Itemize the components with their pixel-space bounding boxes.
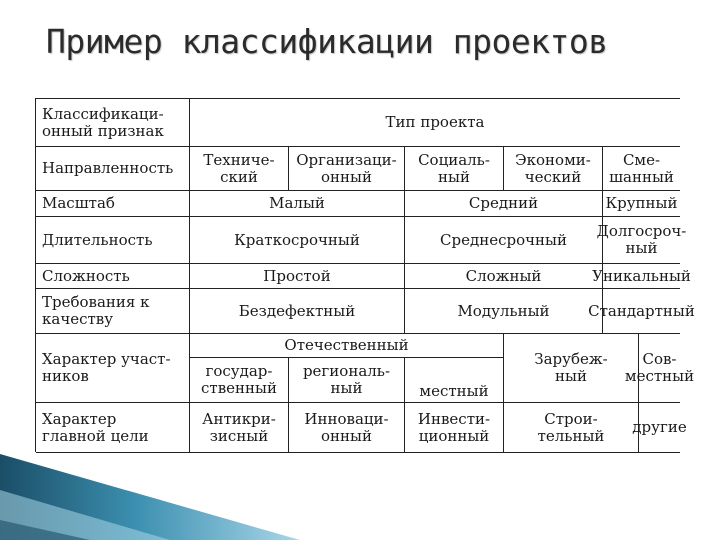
cell-duration-short: Краткосрочный bbox=[190, 217, 405, 264]
cell-complexity-unique: Уникальный bbox=[603, 264, 680, 289]
row-label-participants: Характер участ- ников bbox=[36, 334, 190, 403]
row-label-complexity: Сложность bbox=[36, 264, 190, 289]
header-feature: Классификаци- онный признак bbox=[36, 99, 190, 147]
cell-direction-economic: Экономи- ческий bbox=[504, 147, 603, 191]
cell-complexity-complex: Сложный bbox=[405, 264, 603, 289]
cell-quality-standard: Стандартный bbox=[603, 289, 680, 334]
cell-scale-large: Крупный bbox=[603, 191, 680, 217]
cell-scale-small: Малый bbox=[190, 191, 405, 217]
cell-goal-anticrisis: Антикри- зисный bbox=[190, 403, 289, 453]
cell-scale-medium: Средний bbox=[405, 191, 603, 217]
cell-goal-other: другие bbox=[639, 403, 680, 453]
corner-decoration bbox=[0, 450, 300, 540]
row-label-direction: Направленность bbox=[36, 147, 190, 191]
row-label-goal: Характер главной цели bbox=[36, 403, 190, 453]
classification-table bbox=[35, 98, 695, 452]
header-project-type: Тип проекта bbox=[190, 99, 680, 147]
cell-duration-medium: Среднесрочный bbox=[405, 217, 603, 264]
cell-goal-investment: Инвести- ционный bbox=[405, 403, 504, 453]
cell-goal-construction: Строи- тельный bbox=[504, 403, 639, 453]
cell-duration-long: Долгосроч- ный bbox=[603, 217, 680, 264]
cell-participants-foreign: Зарубеж- ный bbox=[504, 334, 639, 403]
cell-participants-domestic: Отечественный bbox=[190, 334, 504, 358]
cell-direction-mixed: Сме- шанный bbox=[603, 147, 680, 191]
cell-goal-innovative: Инноваци- онный bbox=[289, 403, 405, 453]
cell-complexity-simple: Простой bbox=[190, 264, 405, 289]
slide-title: Пример классификации проектов bbox=[46, 22, 608, 61]
row-label-quality: Требования к качеству bbox=[36, 289, 190, 334]
cell-participants-joint: Сов- местный bbox=[639, 334, 680, 403]
row-label-duration: Длительность bbox=[36, 217, 190, 264]
cell-quality-defectless: Бездефектный bbox=[190, 289, 405, 334]
cell-participants-state: государ- ственный bbox=[190, 358, 289, 403]
cell-direction-technical: Техниче- ский bbox=[190, 147, 289, 191]
cell-direction-social: Социаль- ный bbox=[405, 147, 504, 191]
cell-participants-local: местный bbox=[405, 358, 504, 403]
row-label-scale: Масштаб bbox=[36, 191, 190, 217]
cell-participants-regional: региональ- ный bbox=[289, 358, 405, 403]
cell-direction-organizational: Организаци- онный bbox=[289, 147, 405, 191]
cell-quality-modular: Модульный bbox=[405, 289, 603, 334]
